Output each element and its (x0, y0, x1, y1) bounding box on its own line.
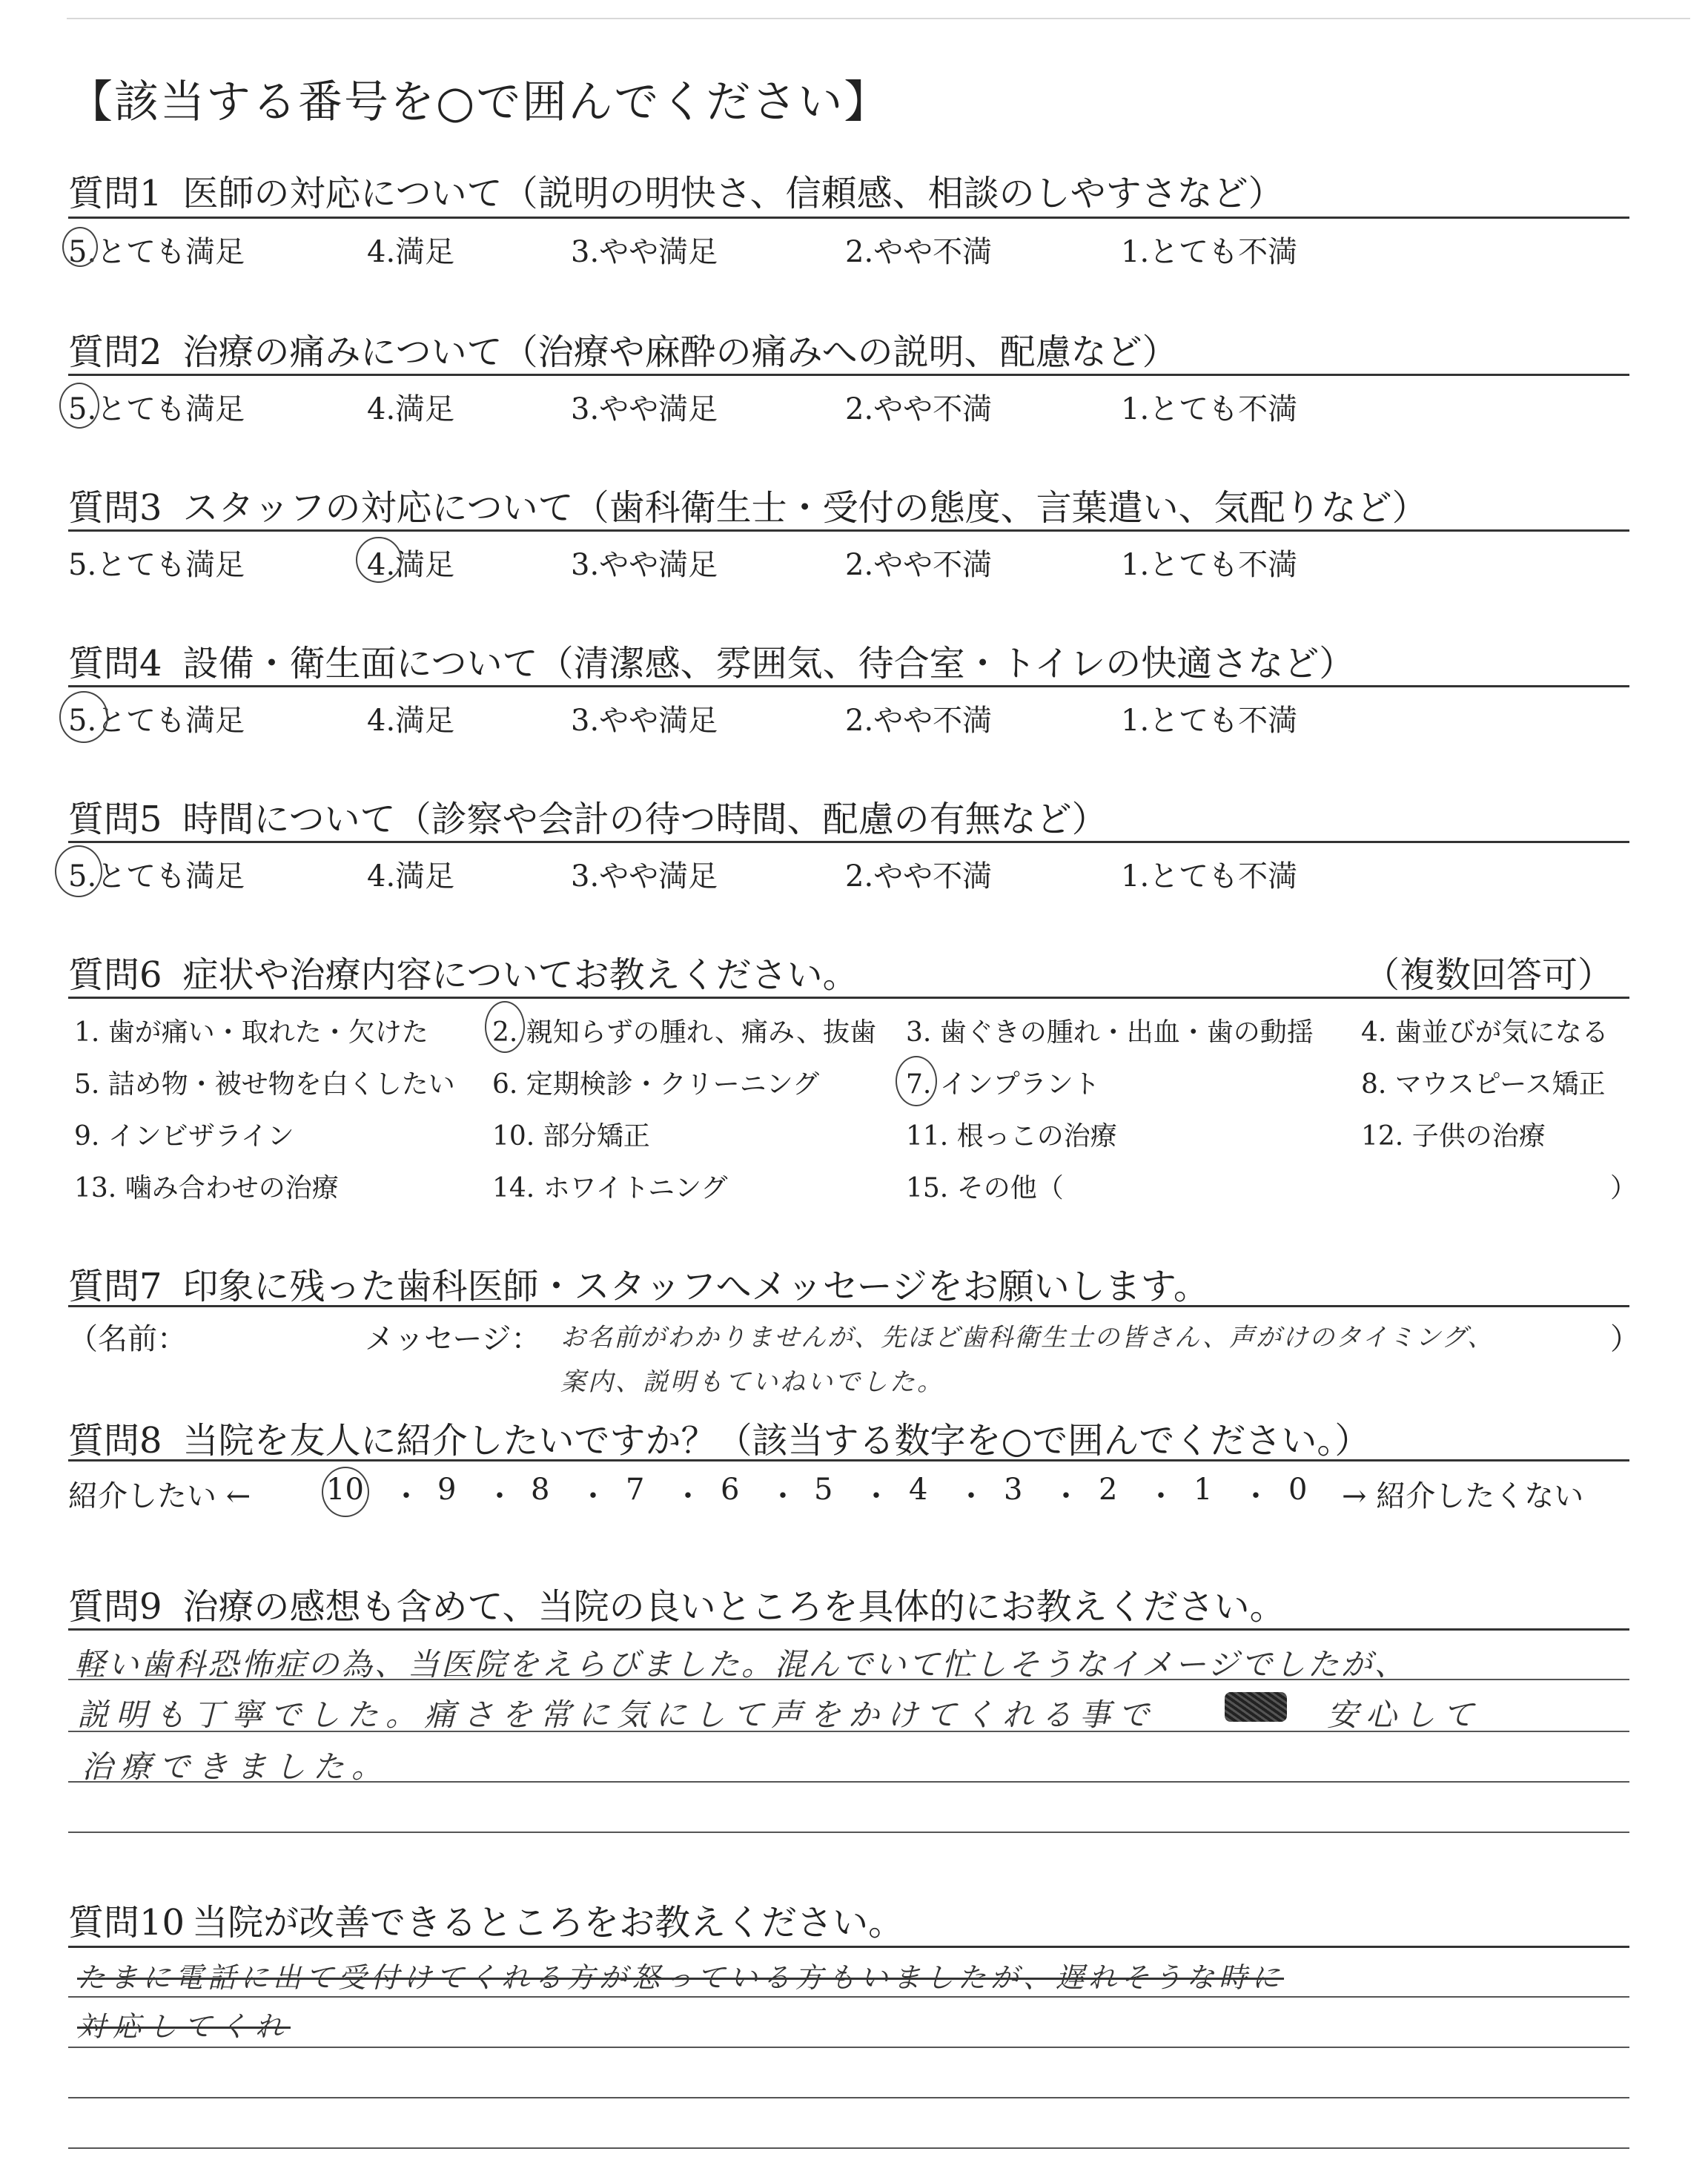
q6-option-11[interactable]: 11. 根っこの治療 (906, 1121, 1117, 1152)
answer-line (68, 1996, 1629, 1998)
question-9-rule (68, 1628, 1629, 1631)
q2-option-3[interactable]: 3.やや満足 (571, 392, 718, 426)
q5-selection-circle (55, 845, 102, 897)
q6-option-5[interactable]: 5. 詰め物・被せ物を白くしたい (74, 1069, 455, 1100)
question-text: 当院が改善できるところをお教えください。 (192, 1902, 904, 1943)
q4-option-4[interactable]: 4.満足 (367, 704, 455, 738)
message-handwritten-line-1: お名前がわかりませんが、先ほど歯科衛生士の皆さん、声がけのタイミング、 (560, 1323, 1494, 1353)
question-text: 治療の痛みについて（治療や麻酔の痛みへの説明、配慮など） (182, 331, 1178, 373)
question-10-title (68, 1894, 904, 1945)
q10-answer-line-2-struck: 対応してくれ (77, 2010, 291, 2043)
q3-selection-circle (356, 537, 402, 583)
q3-option-2[interactable]: 2.やや不満 (845, 548, 993, 582)
answer-line (68, 2047, 1629, 2048)
score-separator: ・ (1051, 1479, 1081, 1513)
q5-option-2[interactable]: 2.やや不満 (845, 859, 993, 894)
form-title: 【該当する番号を○で囲んでください】 (68, 76, 890, 128)
question-number: 質問7 (68, 1266, 162, 1307)
q6-option-2[interactable]: 2. 親知らずの腫れ、痛み、抜歯 (492, 1017, 877, 1048)
question-10-rule (68, 1946, 1629, 1948)
score-2[interactable]: 2 (1099, 1473, 1118, 1507)
q1-option-5[interactable]: 5.とても満足 (68, 235, 245, 269)
question-3-rule (68, 529, 1629, 532)
question-6-title (68, 946, 858, 997)
answer-line (68, 2097, 1629, 2098)
score-separator: ・ (485, 1479, 514, 1513)
score-6[interactable]: 6 (721, 1473, 740, 1507)
q2-option-1[interactable]: 1.とても不満 (1121, 392, 1298, 426)
question-text: 印象に残った歯科医師・スタッフへメッセージをお願いします。 (182, 1266, 1209, 1307)
q6-option-12[interactable]: 12. 子供の治療 (1361, 1121, 1546, 1152)
question-number: 質問8 (68, 1420, 162, 1462)
q4-option-1[interactable]: 1.とても不満 (1121, 704, 1298, 738)
answer-line (68, 1832, 1629, 1833)
score-5[interactable]: 5 (814, 1473, 833, 1507)
question-text: 治療の感想も含めて、当院の良いところを具体的にお教えください。 (182, 1586, 1285, 1628)
message-close-paren: ） (1610, 1322, 1640, 1356)
question-text: 時間について（診察や会計の待つ時間、配慮の有無など） (182, 799, 1108, 840)
q3-option-1[interactable]: 1.とても不満 (1121, 548, 1298, 582)
q3-option-4[interactable]: 4.満足 (367, 548, 455, 582)
score-1[interactable]: 1 (1194, 1473, 1213, 1507)
question-text: 設備・衛生面について（清潔感、雰囲気、待合室・トイレの快適さなど） (182, 643, 1355, 684)
message-handwritten-line-2: 案内、説明もていねいでした。 (560, 1367, 944, 1397)
question-number: 質問3 (68, 487, 162, 529)
question-8-rule (68, 1459, 1629, 1462)
q9-answer-line-1: 軽い歯科恐怖症の為、当医院をえらびました。混んでいて忙しそうなイメージでしたが、 (74, 1646, 1408, 1682)
score-3[interactable]: 3 (1004, 1473, 1023, 1507)
q1-option-2[interactable]: 2.やや不満 (845, 235, 993, 269)
q9-answer-line-2b: 安心して (1327, 1697, 1482, 1733)
q5-option-3[interactable]: 3.やや満足 (571, 859, 718, 894)
q3-option-5[interactable]: 5.とても満足 (68, 548, 245, 582)
score-separator: ・ (673, 1479, 703, 1513)
score-separator: ・ (956, 1479, 986, 1513)
question-4-title (68, 635, 1354, 686)
question-2-title (68, 323, 1178, 374)
q4-option-5[interactable]: 5.とても満足 (68, 704, 245, 738)
q1-option-4[interactable]: 4.満足 (367, 235, 455, 269)
question-6-rule (68, 997, 1629, 999)
q6-option-4[interactable]: 4. 歯並びが気になる (1361, 1017, 1609, 1048)
q4-option-2[interactable]: 2.やや不満 (845, 704, 993, 738)
score-9[interactable]: 9 (437, 1473, 457, 1507)
score-4[interactable]: 4 (909, 1473, 928, 1507)
question-7-title (68, 1258, 1209, 1309)
crossed-out-scribble (1225, 1692, 1287, 1722)
q6-option-9[interactable]: 9. インビザライン (74, 1121, 294, 1152)
q6-selection-circle-2 (485, 1001, 525, 1053)
name-label: （名前： (68, 1322, 187, 1356)
question-number: 質問6 (68, 954, 162, 996)
q8-selection-circle (322, 1467, 369, 1517)
score-separator: ・ (861, 1479, 891, 1513)
question-number: 質問2 (68, 331, 162, 373)
q6-option-15[interactable]: 15. その他（ (906, 1173, 1064, 1203)
q10-answer-line-1-struck: たまに電話に出て受付けてくれる方が怒っている方もいましたが、遅れそうな時に (77, 1961, 1285, 1994)
score-7[interactable]: 7 (626, 1473, 645, 1507)
q3-option-3[interactable]: 3.やや満足 (571, 548, 718, 582)
question-7-rule (68, 1305, 1629, 1307)
q1-option-1[interactable]: 1.とても不満 (1121, 235, 1298, 269)
score-separator: ・ (768, 1479, 798, 1513)
question-number: 質問4 (68, 643, 162, 684)
q2-option-2[interactable]: 2.やや不満 (845, 392, 993, 426)
q1-option-3[interactable]: 3.やや満足 (571, 235, 718, 269)
question-number: 質問1 (68, 173, 162, 214)
q6-selection-circle-7 (896, 1056, 937, 1106)
q2-option-4[interactable]: 4.満足 (367, 392, 455, 426)
q2-selection-circle (59, 383, 99, 429)
question-number: 質問10 (68, 1902, 185, 1943)
q5-option-5[interactable]: 5.とても満足 (68, 859, 245, 894)
score-separator: ・ (578, 1479, 608, 1513)
q9-answer-line-3: 治療できました。 (82, 1748, 391, 1785)
q6-option-14[interactable]: 14. ホワイトニング (492, 1173, 728, 1203)
question-text: 当院を友人に紹介したいですか？（該当する数字を○で囲んでください。） (182, 1420, 1371, 1462)
recommend-right-label: → 紹介したくない (1342, 1479, 1584, 1513)
score-0[interactable]: 0 (1288, 1473, 1308, 1507)
question-4-rule (68, 685, 1629, 687)
top-border (67, 18, 1690, 19)
q6-option-10[interactable]: 10. 部分矯正 (492, 1121, 650, 1152)
q6-option-6[interactable]: 6. 定期検診・クリーニング (492, 1069, 820, 1100)
q6-option-3[interactable]: 3. 歯ぐきの腫れ・出血・歯の動揺 (906, 1017, 1314, 1048)
q4-selection-circle (59, 691, 108, 743)
recommend-left-label: 紹介したい ← (68, 1479, 251, 1513)
question-9-title (68, 1578, 1285, 1629)
q2-option-5[interactable]: 5.とても満足 (68, 392, 245, 426)
question-number: 質問9 (68, 1586, 162, 1628)
q5-option-1[interactable]: 1.とても不満 (1121, 859, 1298, 894)
question-text: 症状や治療内容についてお教えください。 (182, 954, 858, 996)
q6-option-1[interactable]: 1. 歯が痛い・取れた・欠けた (74, 1017, 428, 1048)
question-1-title (68, 165, 1284, 216)
q6-option-15-close: ） (1610, 1173, 1638, 1203)
question-text: スタッフの対応について（歯科衛生士・受付の態度、言葉遣い、気配りなど） (182, 487, 1428, 529)
q6-option-7[interactable]: 7. インプラント (906, 1069, 1100, 1100)
q9-answer-line-2: 説明も丁寧でした。痛さを常に気にして声をかけてくれる事で (77, 1697, 1157, 1733)
q1-selection-circle (62, 227, 98, 267)
question-5-title (68, 790, 1108, 842)
q6-option-13[interactable]: 13. 噛み合わせの治療 (74, 1173, 339, 1203)
q6-option-8[interactable]: 8. マウスピース矯正 (1361, 1069, 1606, 1100)
question-1-rule (68, 217, 1629, 219)
question-number: 質問5 (68, 799, 162, 840)
question-2-rule (68, 374, 1629, 376)
question-3-title (68, 479, 1428, 530)
question-5-rule (68, 841, 1629, 843)
multiple-answer-note: （複数回答可） (1364, 954, 1614, 996)
q4-option-3[interactable]: 3.やや満足 (571, 704, 718, 738)
score-separator: ・ (1241, 1479, 1271, 1513)
answer-line (68, 2147, 1629, 2149)
score-10[interactable]: 10 (326, 1473, 364, 1507)
score-8[interactable]: 8 (531, 1473, 550, 1507)
message-label: メッセージ： (365, 1322, 541, 1356)
question-text: 医師の対応について（説明の明快さ、信頼感、相談のしやすさなど） (182, 173, 1284, 214)
question-8-title (68, 1412, 1370, 1463)
score-separator: ・ (1146, 1479, 1176, 1513)
score-separator: ・ (391, 1479, 421, 1513)
q5-option-4[interactable]: 4.満足 (367, 859, 455, 894)
